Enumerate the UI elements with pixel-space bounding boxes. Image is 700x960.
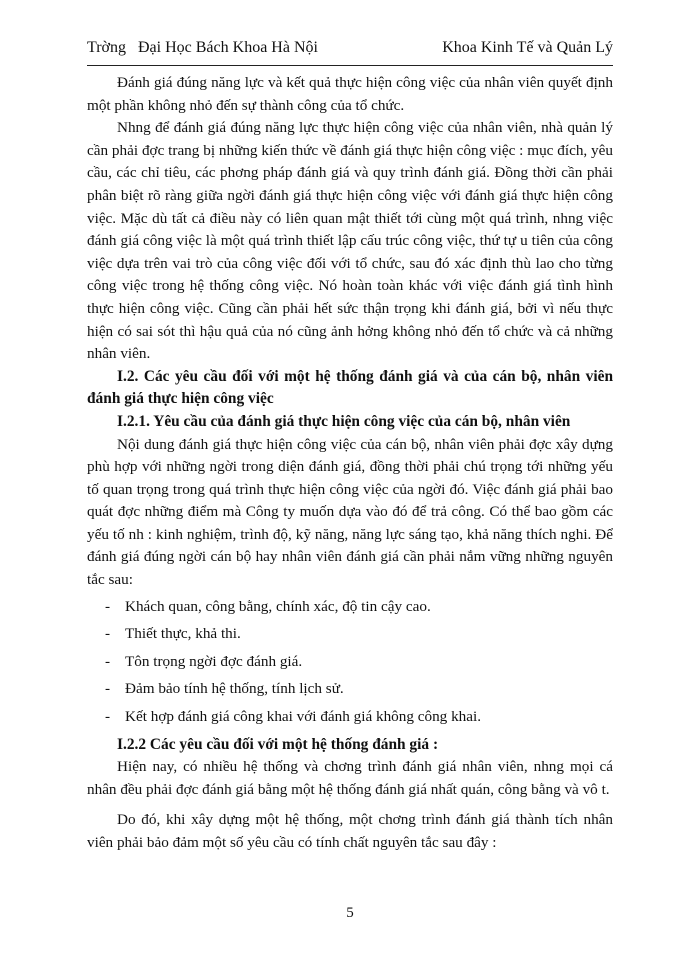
list-item-text: Khách quan, công bằng, chính xác, độ tin cậy cao. bbox=[125, 597, 431, 615]
list-item bbox=[87, 706, 613, 729]
list-item-text: Kết hợp đánh giá công khai với đánh giá không công khai. bbox=[125, 708, 482, 726]
section-heading-1-2-2: I.2.2 Các yêu cầu đối với một hệ thống đánh giá : bbox=[117, 735, 439, 753]
header-university: Trờng Đại Học Bách Khoa Hà Nội bbox=[87, 39, 318, 56]
principles-list bbox=[87, 596, 613, 729]
section-heading-1-2-1: I.2.1. Yêu cầu của đánh giá thực hiện công việc của cán bộ, nhân viên bbox=[117, 412, 571, 430]
list-item-text: Đảm bảo tính hệ thống, tính lịch sử. bbox=[125, 680, 344, 698]
list-item bbox=[87, 596, 613, 619]
dash-marker: - bbox=[105, 680, 111, 698]
paragraph-systems: Hiện nay, có nhiều hệ thống và chơng trình đánh giá nhân viên, nhng mọi cá nhân đều phải đợc đánh giá bằng một hệ thống đánh giá nhất quán, công bằng và vô t. bbox=[87, 758, 613, 798]
list-item-text: Tôn trọng ngời đợc đánh giá. bbox=[125, 652, 303, 670]
section-heading-1-2: I.2. Các yêu cầu đối với một hệ thống đánh giá và của cán bộ, nhân viên đánh giá thực hiện công việc bbox=[87, 367, 613, 408]
page-number: 5 bbox=[346, 905, 354, 921]
list-item bbox=[87, 623, 613, 646]
header-rule bbox=[87, 65, 613, 66]
paragraph-evaluation-content: Nội dung đánh giá thực hiện công việc của cán bộ, nhân viên phải đợc xây dựng phù hợp với những ngời trong diện đánh giá, đồng thời phải chú trọng tới những yếu tố quan trọng trong quá trình thực hiện công việc của ngời đó. Việc đánh giá phải bao quát đợc những điểm mà Công ty muốn dựa vào đó để trả công. Có thể bao gồm các yếu tố nh : kinh nghiệm, trình độ, kỹ năng, năng lực sáng tạo, khả năng thích nghi. Để đánh giá đúng ngời cán bộ hay nhân viên đánh giá cần phải nắm vững những nguyên tắc sau: bbox=[87, 435, 613, 589]
dash-marker: - bbox=[105, 652, 111, 670]
dash-marker: - bbox=[105, 597, 111, 615]
header-faculty: Khoa Kinh Tế và Quản Lý bbox=[442, 39, 613, 56]
list-item-text: Thiết thực, khả thi. bbox=[125, 625, 241, 643]
list-item bbox=[87, 678, 613, 701]
list-item bbox=[87, 651, 613, 674]
dash-marker: - bbox=[105, 625, 111, 643]
paragraph-evaluation-knowledge: Nhng để đánh giá đúng năng lực thực hiện công việc của nhân viên, nhà quản lý cần phải đợc trang bị những kiến thức về đánh giá thực hiện công việc : mục đích, yêu cầu, các chỉ tiêu, các phơng pháp đánh giá và quy trình đánh giá. Đồng thời cần phải phân biệt rõ ràng giữa ngời đánh giá thực hiện công việc với đánh giá thực hiện công việc. Mặc dù tất cả điều này có liên quan mật thiết tới cùng một quá trình, nhng việc đánh giá công việc là một quá trình thiết lập cấu trúc công việc, thứ tự u tiên của công việc dựa trên vai trò của công việc đối với tổ chức, sau đó xác định thù lao cho từng công việc trong hệ thống công việc. Nó hoàn toàn khác với việc đánh giá tình hình thực hiện công việc. Cũng cần phải hết sức thận trọng khi đánh giá, bởi vì nếu thực hiện có sai sót thì hậu quả của nó cũng ảnh hởng không nhỏ đến tổ chức và cả những nhân viên. bbox=[87, 119, 613, 363]
dash-marker: - bbox=[105, 708, 111, 726]
page-body bbox=[87, 72, 613, 855]
paragraph-intro: Đánh giá đúng năng lực và kết quả thực hiện công việc của nhân viên quyết định một phần không nhỏ đến sự thành công của tổ chức. bbox=[87, 74, 613, 114]
paragraph-requirements: Do đó, khi xây dựng một hệ thống, một chơng trình đánh giá thành tích nhân viên phải bảo đảm một số yêu cầu có tính chất nguyên tắc sau đây : bbox=[87, 811, 613, 851]
